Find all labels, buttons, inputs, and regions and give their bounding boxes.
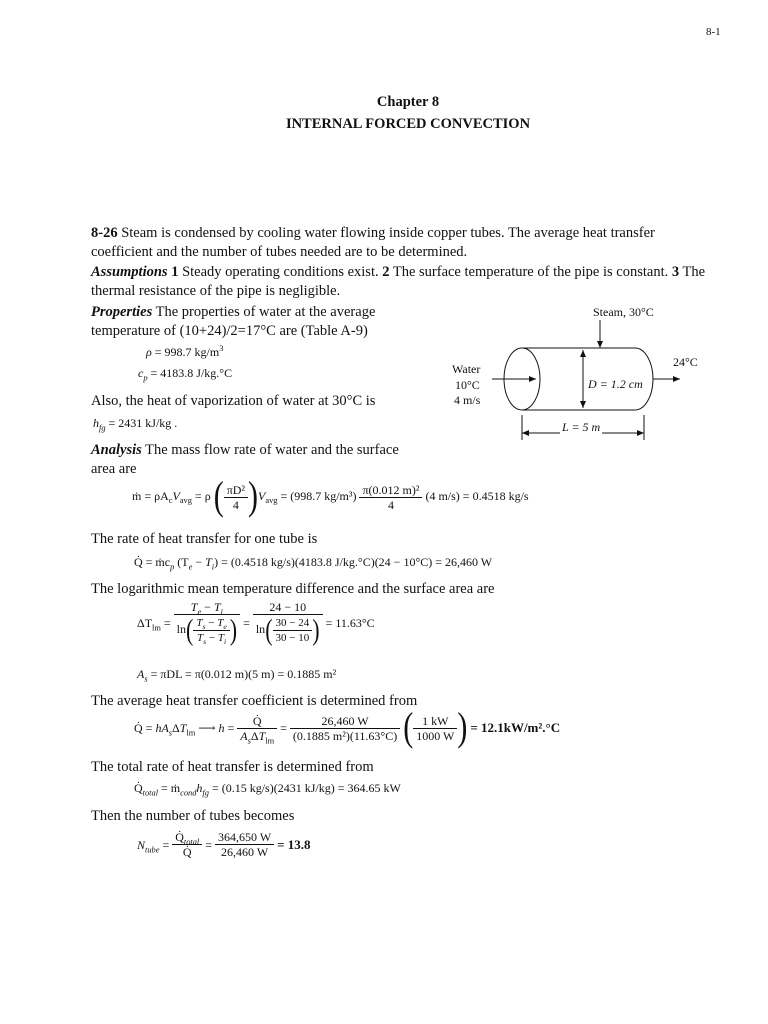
length-label: L = 5 m [562, 420, 601, 434]
total-rate-text: The total rate of heat transfer is determined from [91, 759, 374, 775]
tube-diagram [440, 300, 720, 450]
cp-equation: $c_p = 4183.8$ J/kg.°C [138, 366, 233, 383]
analysis: Analysis The mass flow rate of water and the surface area are [91, 442, 399, 477]
vaporization-text: Also, the heat of vaporization of water at 30°C is [91, 393, 376, 409]
heat-one-tube-equation: Q̇ = $ṁc_p$ $(T_e - T_i) = (0.4518$ kg/s)(4183.8 J/kg.°C)(24 − 10°C) = 26,460 W [134, 555, 493, 572]
velocity-label: 4 m/s [454, 393, 481, 407]
outlet-temp-label: 24°C [673, 355, 698, 369]
lmtd-equation: $\Delta T_{lm}$ = $T_e - T_i$ ln( $\frac{T_s - T_e}{T_s - T_i}$ ) = 24 − 10 ln( $\frac{30 - 24}{30 - 10}$ ) = 11.63°C [137, 600, 375, 647]
hfg-equation: $h_{fg} = 2431$ kJ/kg . [93, 416, 178, 433]
heat-one-tube-text: The rate of heat transfer for one tube is [91, 531, 318, 547]
surface-area-equation: $A_s = \pi DL = \pi(0.012$ m)(5 m) = 0.1885 m² [137, 667, 337, 684]
num-tubes-equation: $N_{tube}$ = $\frac{Q̇_{total}}{Q̇}$ = $\frac{364,650 W}{26,460 W}$ = 13.8 [137, 830, 311, 859]
rho-equation: ρ = 998.7 $kg/m^3$ [146, 344, 224, 359]
diameter-label: D = 1.2 cm [588, 377, 643, 391]
h-equation: Q̇ = $hA_s\Delta T_{lm}$ ⟶ h = $\frac{Q̇}{A_s\Delta T_{lm}}$ = $\frac{26,460 W}{\text{(0.1885 m²)(11.63°C)}}$ ( $\frac{1 kW}{1000 W}$ ) = 12.1kW/m².°C [134, 705, 561, 750]
assumptions: Assumptions 1 Steady operating conditions exist. 2 The surface temperature of the pipe is constant. 3 The thermal resistance of the pipe is negligible. [91, 264, 706, 299]
chapter-title: INTERNAL FORCED CONVECTION [285, 116, 531, 132]
num-tubes-text: Then the number of tubes becomes [91, 808, 295, 824]
avg-h-text: The average heat transfer coefficient is determined from [91, 693, 418, 709]
lmtd-text: The logarithmic mean temperature difference and the surface area are [91, 581, 495, 597]
page-number: 8-1 [706, 26, 721, 38]
properties: Properties The properties of water at the average temperature of (10+24)/2=17°C are (Table A-9) [91, 304, 376, 339]
problem-statement: 8-26 Steam is condensed by cooling water flowing inside copper tubes. The average heat transfer coefficient and the number of tubes needed are to be determined. [91, 225, 655, 260]
water-label: Water [452, 362, 481, 376]
total-rate-equation: $Q̇_{total}$ = $ṁ_{cond}h_{fg} = (0.15$ kg/s)(2431 kJ/kg) = 364.65 kW [134, 781, 401, 798]
steam-label: Steam, 30°C [593, 305, 654, 319]
chapter-number: Chapter 8 [376, 94, 440, 110]
mass-flow-equation: ṁ = $\rho A_cV_{avg} = \rho$ ( $\frac{\text{πD²}}{4}$ )$V_{avg} = (998.7$ kg/m³) $\frac{\text{π(0.012 m)²}}{4}$ (4 m/s) = 0.4518 kg/s [132, 474, 529, 519]
inlet-temp-label: 10°C [455, 378, 480, 392]
problem-number: 8-26 [91, 225, 118, 241]
